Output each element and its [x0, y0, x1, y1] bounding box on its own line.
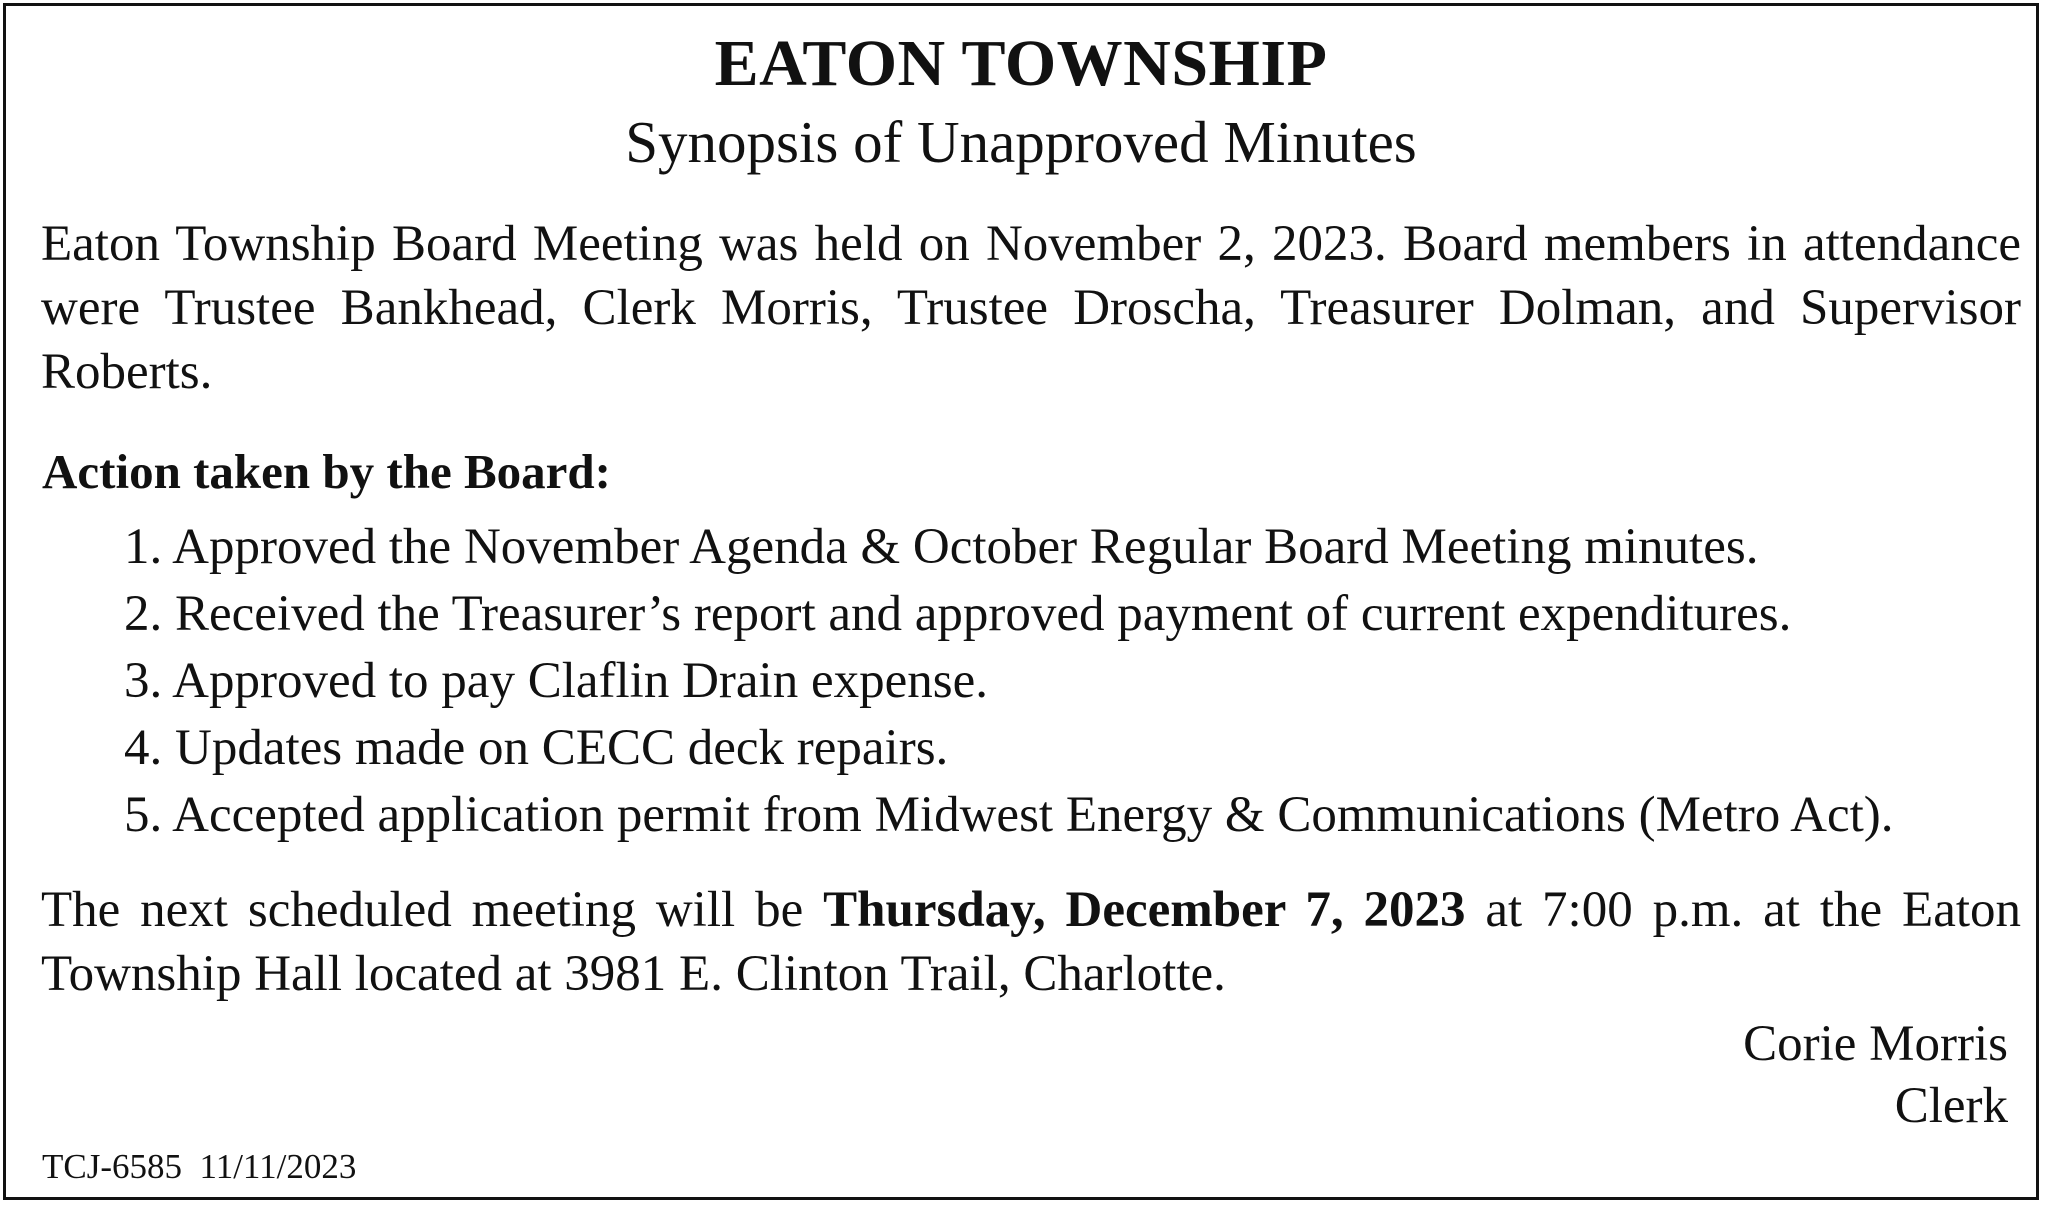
publication-date: 11/11/2023	[199, 1147, 357, 1186]
next-meeting-notice	[41, 878, 2021, 1006]
signature-block	[1743, 1013, 2008, 1137]
action-heading: Action taken by the Board:	[42, 444, 611, 499]
notice-subtitle: Synopsis of Unapproved Minutes	[625, 109, 1417, 175]
legal-notice	[3, 3, 2039, 1200]
publication-code: TCJ-6585	[42, 1147, 182, 1186]
publication-footer	[42, 1147, 356, 1187]
action-item-1: 1. Approved the November Agenda & October Regular Board Meeting minutes.	[124, 519, 1759, 575]
action-list	[124, 514, 2024, 849]
next-meeting-prefix: The next scheduled meeting will be	[41, 882, 824, 938]
signer-name: Corie Morris	[1743, 1016, 2008, 1072]
action-item-4: 4. Updates made on CECC deck repairs.	[124, 720, 949, 776]
next-meeting-date: Thursday, December 7, 2023	[823, 882, 1466, 938]
meeting-summary: Eaton Township Board Meeting was held on November 2, 2023. Board members in attendance were Trustee Bankhead, Clerk Morris, Trustee Droscha, Treasurer Dolman, and Supervisor Roberts.	[41, 216, 2021, 400]
signer-role: Clerk	[1894, 1078, 2008, 1134]
action-item-2: 2. Received the Treasurer’s report and approved payment of current expenditures.	[124, 586, 1792, 642]
notice-title: EATON TOWNSHIP	[714, 27, 1328, 100]
action-item-3: 3. Approved to pay Claflin Drain expense.	[124, 653, 988, 709]
next-meeting-details: at 7:00 p.m. at the Eaton Township Hall located at 3981 E. Clinton Trail, Charlotte.	[41, 882, 2021, 1002]
action-item-5: 5. Accepted application permit from Midwest Energy & Communications (Metro Act).	[124, 787, 1894, 843]
